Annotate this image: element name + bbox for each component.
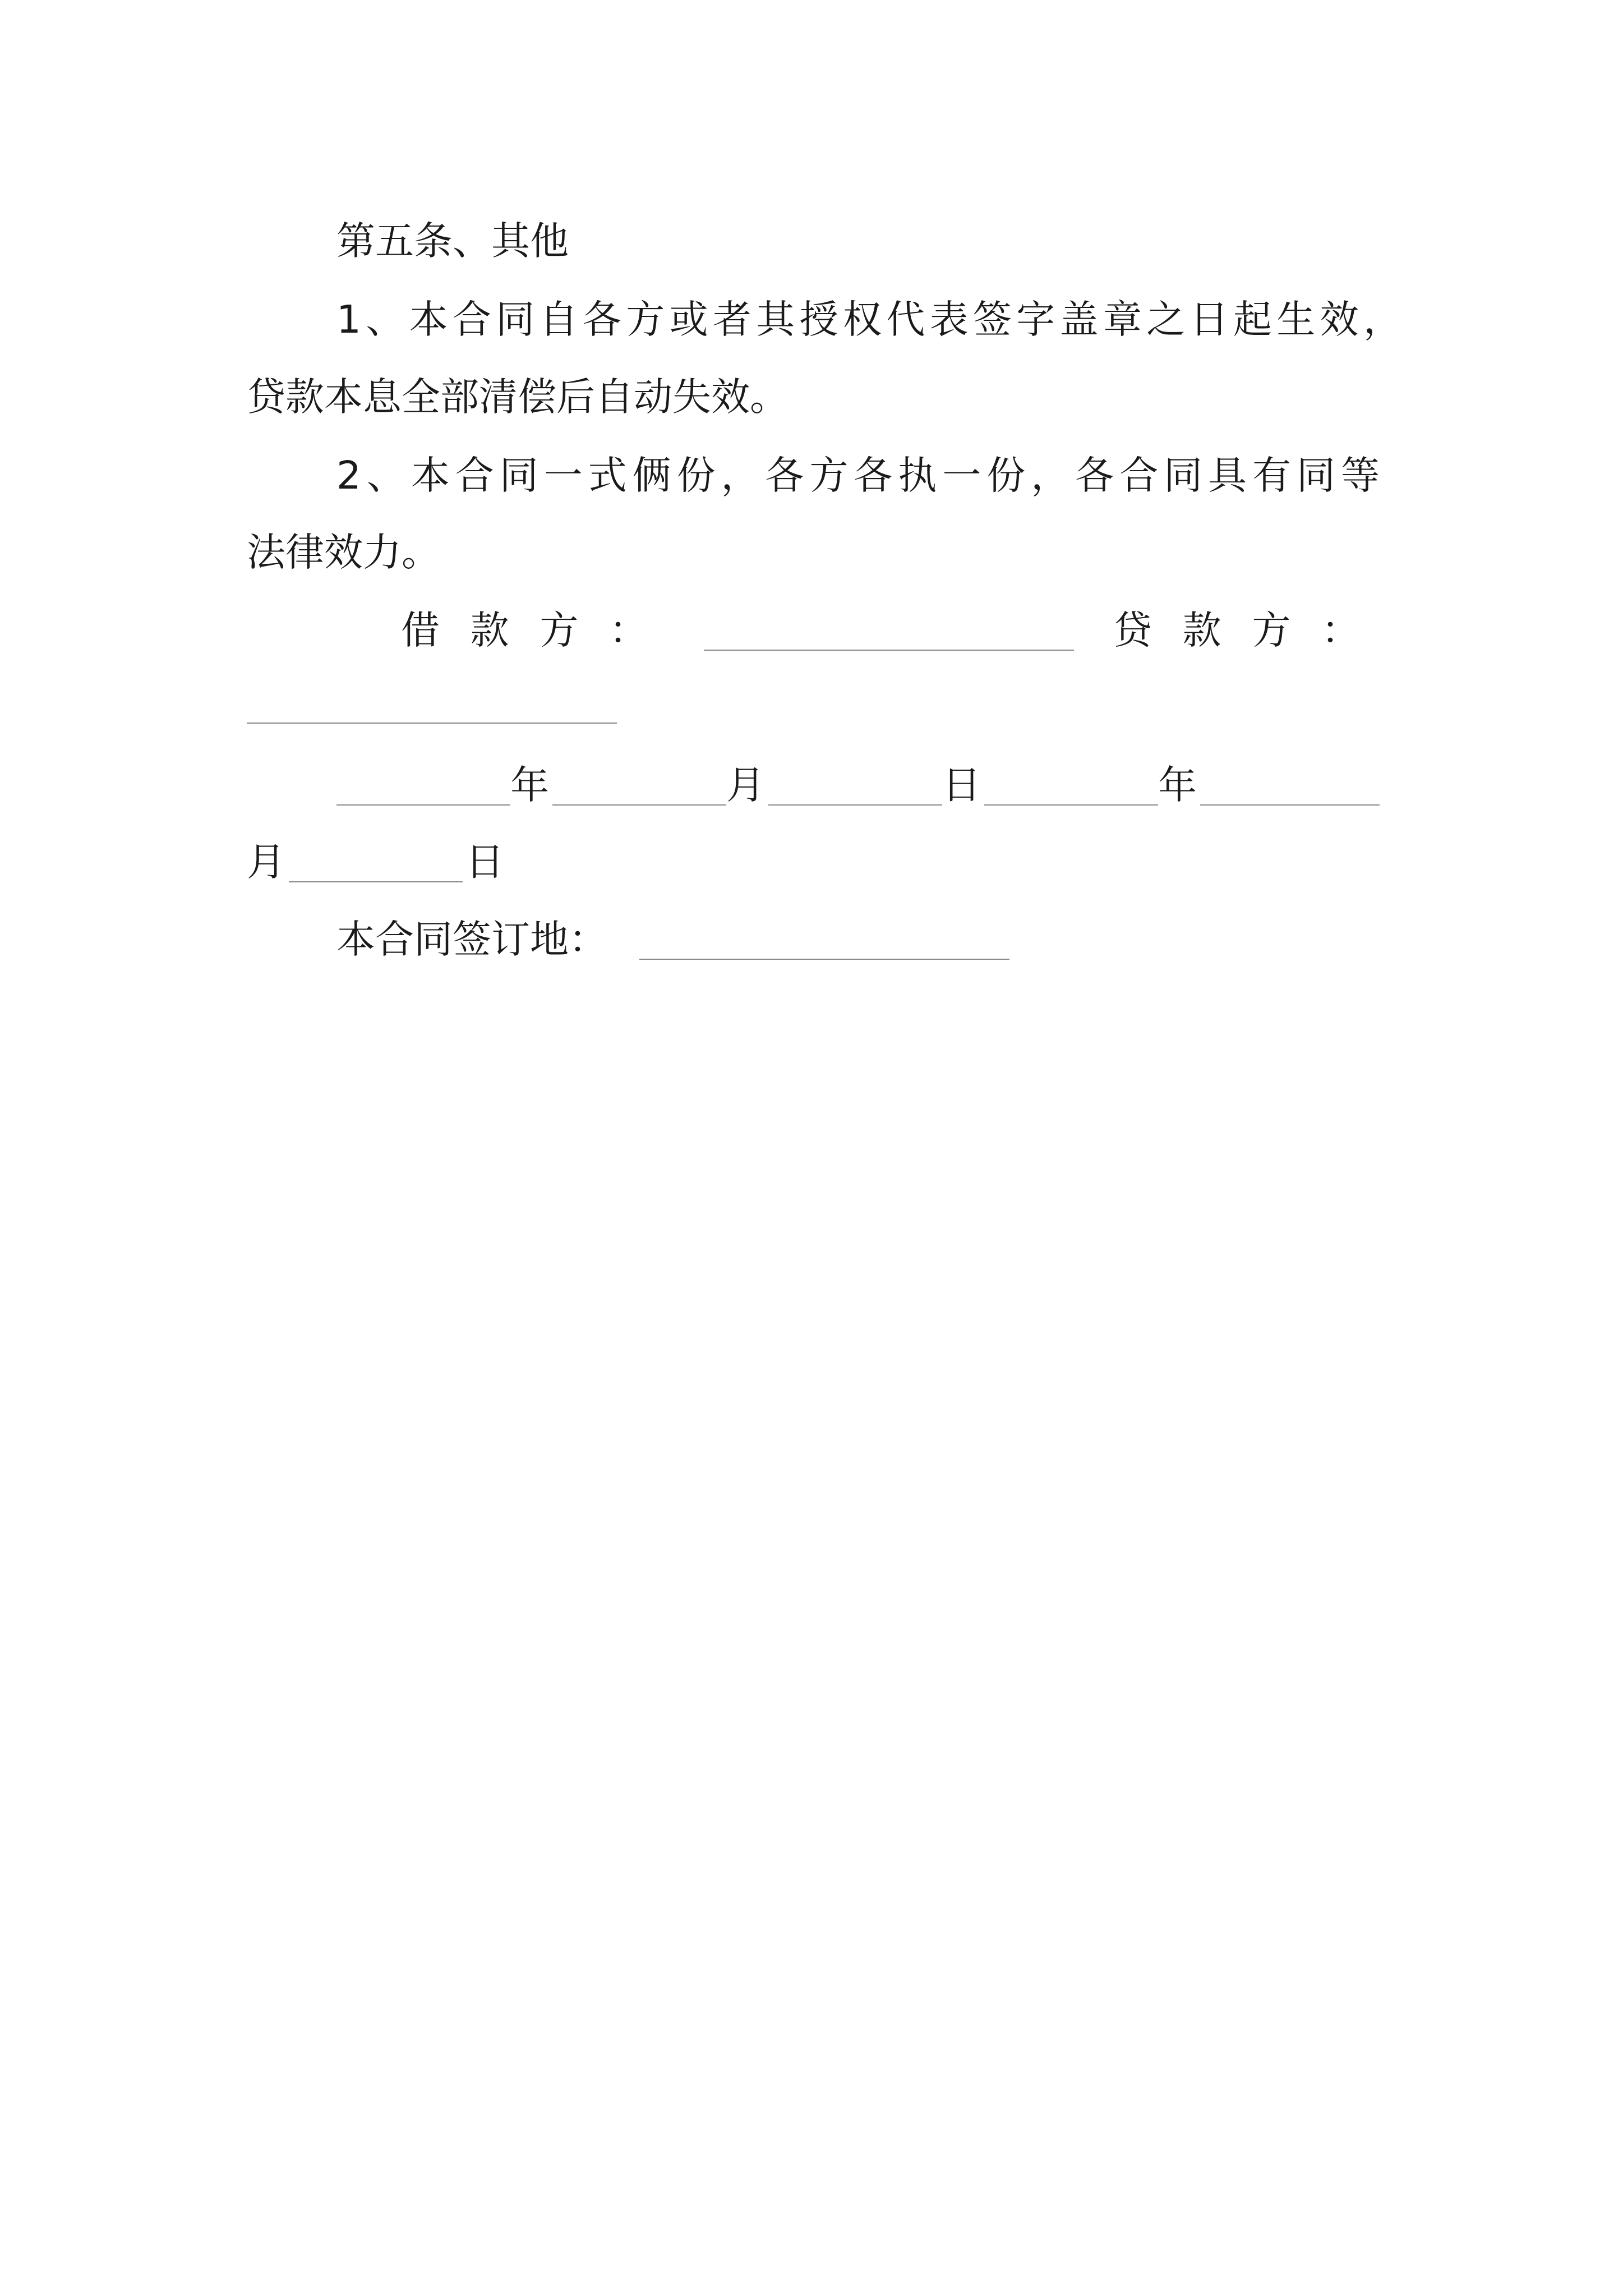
year-blank-2[interactable] <box>984 804 1158 806</box>
clause-2-line-2 <box>0 519 1623 586</box>
month-char-2: 月 <box>247 840 285 885</box>
day-char-1: 日 <box>942 763 981 808</box>
clause-1-text-line-1: 1、本合同自各方或者其授权代表签字盖章之日起生效， <box>336 297 1402 342</box>
year-char-2: 年 <box>1158 763 1197 808</box>
day-blank-1[interactable] <box>768 804 942 806</box>
clause-1-line-2 <box>0 364 1623 431</box>
place-line <box>0 906 1623 973</box>
day-blank-2[interactable] <box>289 881 463 882</box>
clause-1-line-1 <box>0 286 1623 353</box>
year-blank-1[interactable] <box>336 804 510 806</box>
clause-2-text-line-2: 法律效力。 <box>247 530 440 575</box>
signature-line <box>0 597 1623 664</box>
borrower-label: 借款方： <box>401 608 648 653</box>
date-line-1 <box>0 752 1623 819</box>
lender-blank-line <box>0 673 1623 740</box>
clause-1-text-line-2: 贷款本息全部清偿后自动失效。 <box>247 375 789 420</box>
place-blank[interactable] <box>639 959 1009 960</box>
month-blank-1[interactable] <box>552 804 726 806</box>
day-char-2: 日 <box>465 840 504 885</box>
article-heading: 第五条、其他 <box>336 219 569 264</box>
month-blank-2-start[interactable] <box>1200 804 1380 806</box>
month-char-1: 月 <box>726 763 765 808</box>
lender-signature-blank[interactable] <box>247 723 617 724</box>
year-char-1: 年 <box>510 763 549 808</box>
clause-2-line-1 <box>0 442 1623 509</box>
borrower-signature-blank[interactable] <box>704 650 1074 651</box>
date-line-2 <box>0 829 1623 896</box>
article-heading-line <box>0 208 1623 275</box>
place-label: 本合同签订地： <box>336 917 607 962</box>
lender-label: 贷款方： <box>1113 608 1360 653</box>
clause-2-text-line-1: 2、本合同一式俩份，各方各执一份，各合同具有同等 <box>336 453 1380 498</box>
